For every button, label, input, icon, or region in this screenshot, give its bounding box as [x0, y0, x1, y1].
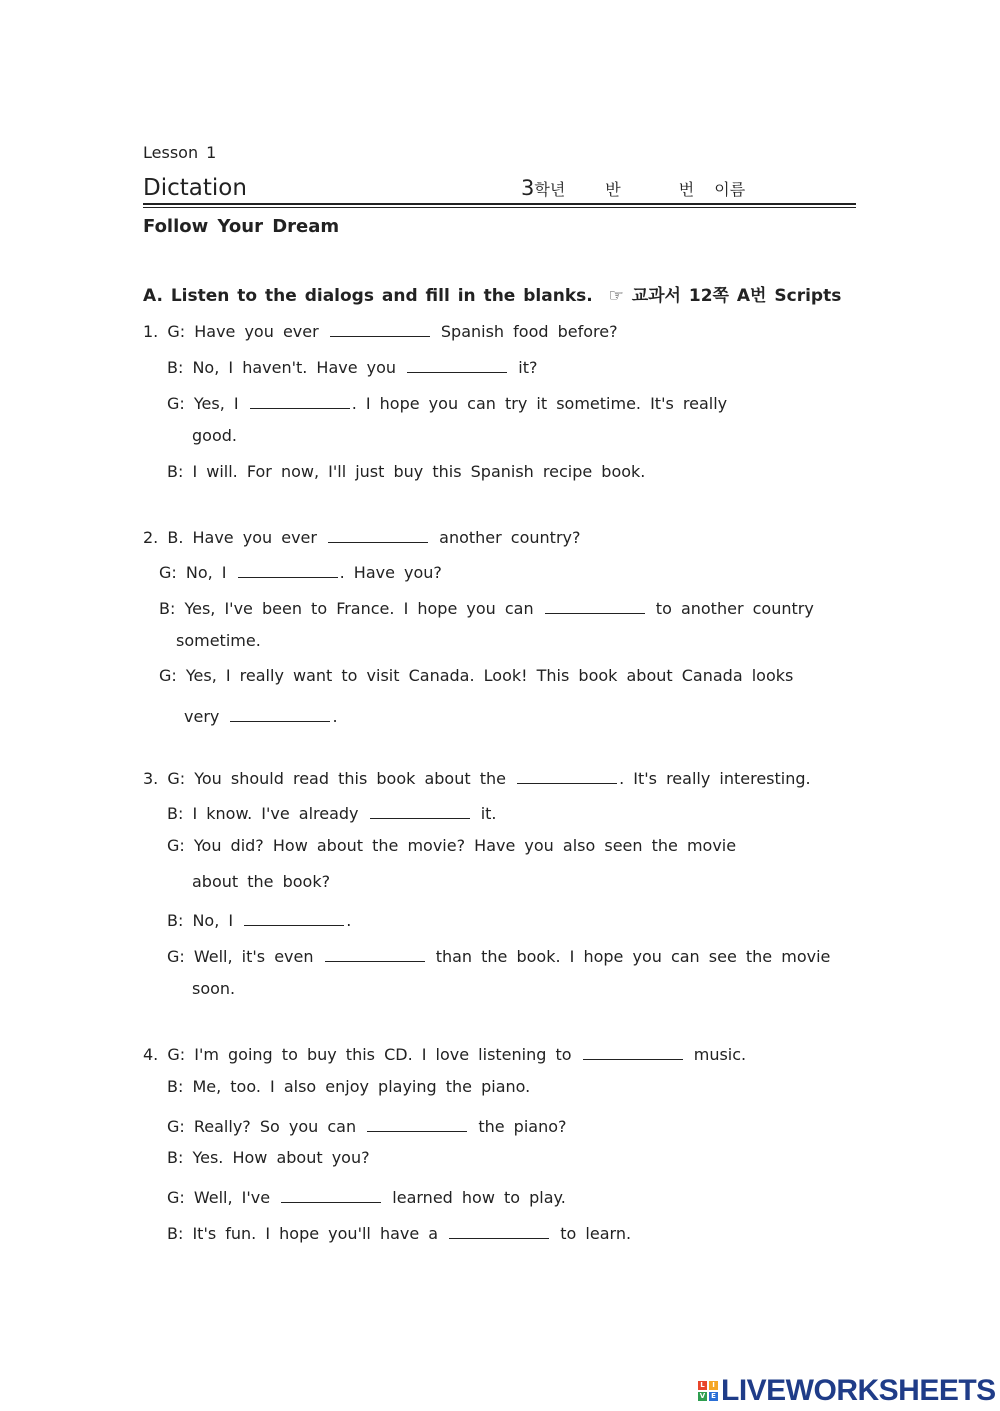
dialog4-line4: B: Yes. How about you? — [167, 1148, 370, 1167]
dialog2-line1 — [143, 524, 580, 547]
text: G: Yes, I — [167, 394, 239, 413]
class-label: 반 — [605, 180, 621, 199]
blank-input[interactable] — [517, 765, 617, 784]
dialog2-line4: sometime. — [176, 631, 261, 650]
text: . Have you? — [339, 563, 442, 582]
header-rule-thick — [143, 203, 856, 205]
dialog4-line5 — [167, 1184, 566, 1207]
blank-input[interactable] — [230, 703, 330, 722]
blank-input[interactable] — [238, 559, 338, 578]
dialog3-line7: soon. — [192, 979, 236, 998]
blank-input[interactable] — [407, 354, 507, 373]
logo-letter: V — [699, 1392, 706, 1400]
blank-input[interactable] — [250, 390, 350, 409]
number-label: 번 — [678, 180, 695, 199]
grade-number: 3 — [521, 176, 535, 200]
text: B: I know. I've already — [167, 804, 359, 823]
dialog2-line6 — [184, 703, 338, 726]
lesson-label: Lesson 1 — [143, 143, 217, 162]
blank-input[interactable] — [244, 907, 344, 926]
text: . — [346, 911, 352, 930]
dialog1-line5: B: I will. For now, I'll just buy this Spanish recipe book. — [167, 462, 646, 481]
text: to another country — [655, 599, 814, 618]
logo-letter: I — [709, 1381, 718, 1390]
dialog2-line5: G: Yes, I really want to visit Canada. Look! This book about Canada looks — [159, 666, 794, 685]
text: . I hope you can try it sometime. It's really — [351, 394, 728, 413]
text: 4. G: I'm going to buy this CD. I love listening to — [143, 1045, 572, 1064]
text: another country? — [439, 528, 581, 547]
text: 1. G: Have you ever — [143, 322, 319, 341]
dialog1-line2 — [167, 354, 537, 377]
grade-label: 학년 — [534, 180, 566, 199]
dialog1-line1 — [143, 318, 618, 341]
dialog3-line3: G: You did? How about the movie? Have you also seen the movie — [167, 836, 737, 855]
text: it? — [518, 358, 538, 377]
text: G: Well, I've — [167, 1188, 271, 1207]
dialog4-line6 — [167, 1220, 631, 1243]
text: than the book. I hope you can see the movie — [435, 947, 831, 966]
blank-input[interactable] — [330, 318, 430, 337]
blank-input[interactable] — [370, 800, 470, 819]
text: learned how to play. — [392, 1188, 566, 1207]
blank-input[interactable] — [328, 524, 428, 543]
logo-letter: L — [698, 1381, 707, 1390]
text: . — [332, 707, 338, 726]
logo-text: LIVEWORKSHEETS — [721, 1374, 996, 1407]
blank-input[interactable] — [583, 1041, 683, 1060]
blank-input[interactable] — [545, 595, 645, 614]
text: very — [184, 707, 220, 726]
dialog3-line1 — [143, 765, 811, 788]
text: B: It's fun. I hope you'll have a — [167, 1224, 439, 1243]
dialog4-line1 — [143, 1041, 746, 1064]
name-label: 이름 — [714, 180, 746, 199]
text: B: No, I haven't. Have you — [167, 358, 397, 377]
dialog4-line3 — [167, 1113, 566, 1136]
dialog1-line3 — [167, 390, 727, 413]
text: G: No, I — [159, 563, 227, 582]
text: . It's really interesting. — [619, 769, 811, 788]
text: Spanish food before? — [440, 322, 618, 341]
text: G: Really? So you can — [167, 1117, 357, 1136]
text: to learn. — [560, 1224, 632, 1243]
dialog3-line4: about the book? — [192, 872, 331, 891]
blank-input[interactable] — [367, 1113, 467, 1132]
dialog2-line2 — [159, 559, 442, 582]
text: B: No, I — [167, 911, 234, 930]
dialog3-line6 — [167, 943, 830, 966]
blank-input[interactable] — [281, 1184, 381, 1203]
text: the piano? — [478, 1117, 567, 1136]
lesson-subtitle: Follow Your Dream — [143, 216, 340, 237]
section-a-instruction: A. Listen to the dialogs and fill in the blanks. — [143, 286, 593, 306]
title-row — [143, 174, 856, 206]
header-rule-thin — [143, 207, 856, 208]
dialog2-line3 — [159, 595, 814, 618]
section-a-heading — [143, 281, 841, 306]
logo-letter: E — [709, 1392, 718, 1401]
blank-input[interactable] — [449, 1220, 549, 1239]
dialog1-line4: good. — [192, 426, 237, 445]
text: G: Well, it's even — [167, 947, 314, 966]
text: music. — [693, 1045, 747, 1064]
text: it. — [480, 804, 497, 823]
text: 3. G: You should read this book about the — [143, 769, 506, 788]
blank-input[interactable] — [325, 943, 425, 962]
text: B: Yes, I've been to France. I hope you can — [159, 599, 534, 618]
text: 2. B. Have you ever — [143, 528, 317, 547]
logo-mark-icon — [698, 1381, 718, 1401]
student-info — [521, 176, 745, 200]
dialog4-line2: B: Me, too. I also enjoy playing the piano. — [167, 1077, 531, 1096]
dialog3-line5 — [167, 907, 351, 930]
dialog3-line2 — [167, 800, 497, 823]
liveworksheets-logo[interactable] — [698, 1374, 996, 1408]
section-a-reference: ☞ 교과서 12쪽 A번 Scripts — [608, 286, 842, 306]
page-title: Dictation — [143, 175, 247, 201]
